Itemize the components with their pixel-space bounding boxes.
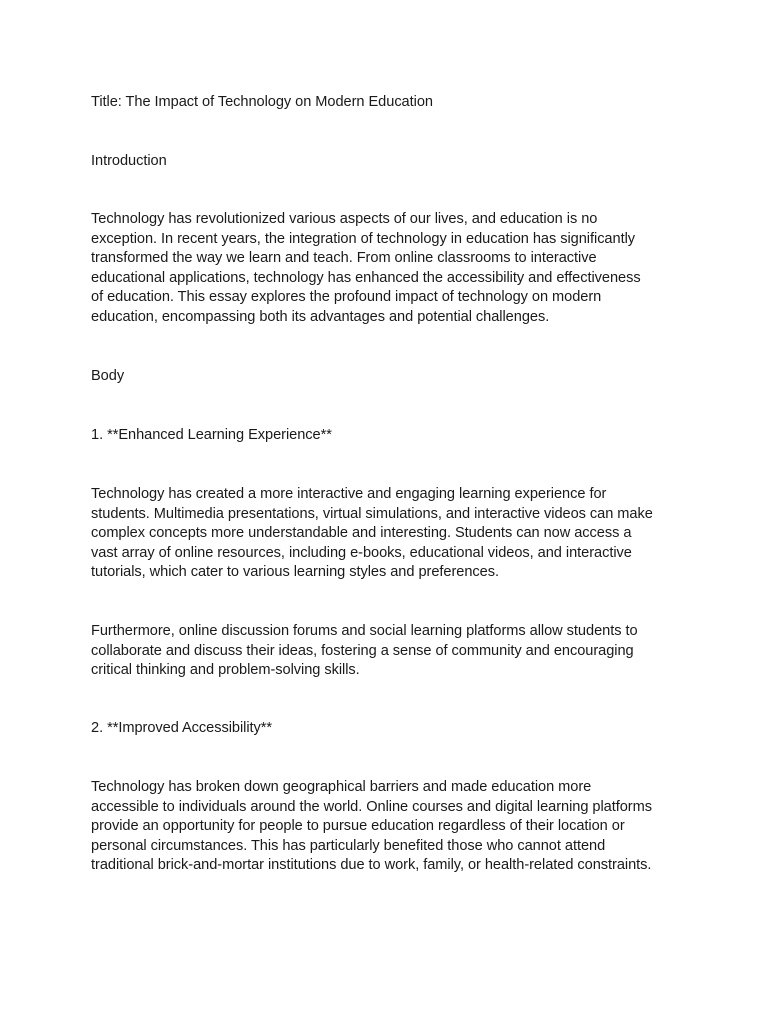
paragraph-line: transformed the way we learn and teach. From online classrooms to interactive (91, 250, 597, 266)
paragraph-line: Technology has broken down geographical barriers and made education more (91, 779, 592, 795)
paragraph-line: Technology has revolutionized various aspects of our lives, and education is no (91, 211, 598, 227)
introduction-heading: Introduction (91, 153, 167, 169)
section2-heading: 2. **Improved Accessibility** (91, 720, 273, 736)
paragraph-line: education, encompassing both its advantages and potential challenges. (91, 308, 550, 325)
paragraph-line: traditional brick-and-mortar institutions due to work, family, or health-related constraints. (91, 857, 652, 873)
paragraph-line: critical thinking and problem-solving skills. (91, 662, 360, 678)
document-title: Title: The Impact of Technology on Modern Education (91, 94, 433, 110)
paragraph-line: personal circumstances. This has particularly benefited those who cannot attend (91, 837, 606, 854)
paragraph-line: provide an opportunity for people to pursue education regardless of their location or (91, 818, 625, 834)
introduction-paragraph (91, 210, 691, 327)
section2-paragraph-1 (91, 778, 691, 876)
paragraph-line: of education. This essay explores the profound impact of technology on modern (91, 289, 602, 305)
paragraph-line: exception. In recent years, the integration of technology in education has significantly (91, 230, 636, 247)
paragraph-line: Furthermore, online discussion forums and social learning platforms allow students to (91, 623, 638, 639)
section1-heading: 1. **Enhanced Learning Experience** (91, 427, 332, 443)
paragraph-line: vast array of online resources, including e-books, educational videos, and interactive (91, 544, 632, 561)
section1-paragraph-1 (91, 485, 691, 583)
paragraph-line: accessible to individuals around the world. Online courses and digital learning platforms (91, 798, 652, 815)
body-heading: Body (91, 368, 125, 384)
paragraph-line: collaborate and discuss their ideas, fostering a sense of community and encouraging (91, 642, 634, 659)
paragraph-line: educational applications, technology has enhanced the accessibility and effectiveness (91, 269, 641, 286)
paragraph-line: tutorials, which cater to various learning styles and preferences. (91, 564, 499, 580)
paragraph-line: complex concepts more understandable and interesting. Students can now access a (91, 525, 632, 541)
paragraph-line: Technology has created a more interactive and engaging learning experience for (91, 486, 607, 502)
section1-paragraph-2 (91, 622, 691, 681)
paragraph-line: students. Multimedia presentations, virtual simulations, and interactive videos can make (91, 505, 653, 522)
